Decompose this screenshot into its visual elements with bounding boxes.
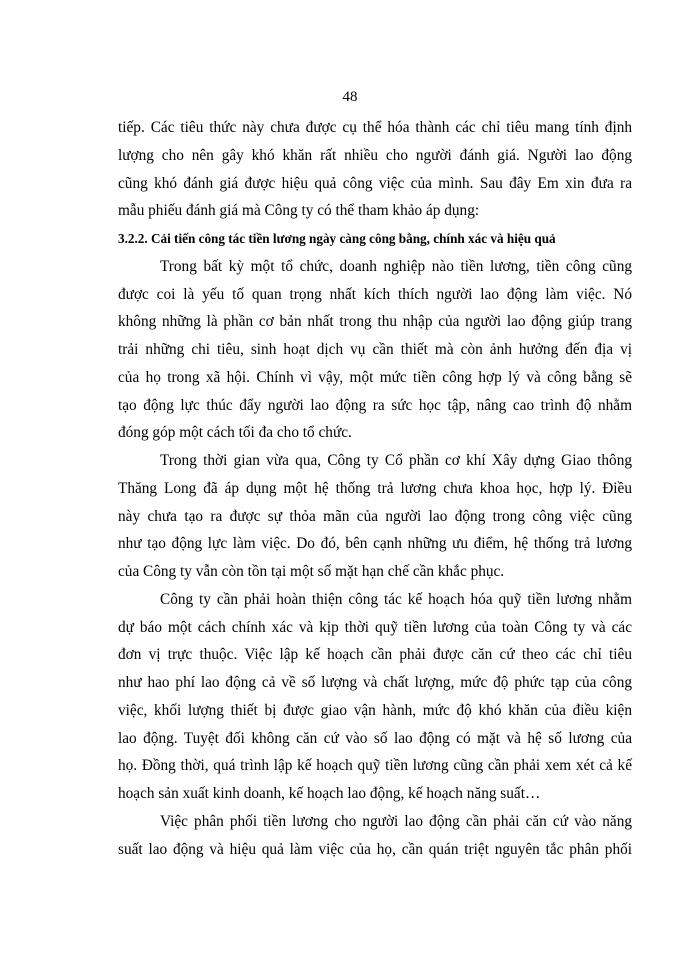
page-number: 48 (342, 89, 358, 105)
text-line: tạo động lực thúc đẩy người lao động ra sức học tập, nâng cao trình độ nhằm (118, 396, 632, 414)
text-line: được coi là yếu tố quan trọng nhất kích thích người lao động làm việc. Nó (118, 285, 632, 303)
page-content (118, 114, 632, 863)
text-line: như tạo động lực làm việc. Do đó, bên cạnh những ưu điểm, hệ thống trả lương (118, 535, 632, 553)
text-line: hoạch sản xuất kinh doanh, kế hoạch lao động, kế hoạch năng suất… (118, 785, 541, 802)
text-line: Công ty cần phải hoàn thiện công tác kế hoạch hóa quỹ tiền lương nhằm (160, 590, 632, 608)
text-line: của họ trong xã hội. Chính vì vậy, một mức tiền công hợp lý và công bằng sẽ (118, 368, 632, 386)
paragraph-3 (118, 447, 632, 586)
text-line: dự báo một cách chính xác và kịp thời quỹ tiền lương của toàn Công ty và các (118, 618, 632, 636)
text-line: lượng cho nên gây khó khăn rất nhiều cho người đánh giá. Người lao động (118, 146, 632, 164)
text-line: của Công ty vẫn còn tồn tại một số mặt hạn chế cần khắc phục. (118, 563, 505, 580)
text-line: này chưa tạo ra được sự thỏa mãn của người lao động trong công việc cũng (118, 507, 632, 525)
paragraph-2 (118, 253, 632, 447)
text-line: Trong thời gian vừa qua, Công ty Cổ phần cơ khí Xây dựng Giao thông (160, 452, 632, 469)
text-line: tiếp. Các tiêu thức này chưa được cụ thể hóa thành các chỉ tiêu mang tính định (118, 119, 632, 136)
text-line: Việc phân phối tiền lương cho người lao động cần phải căn cứ vào năng (160, 812, 632, 830)
text-line: cũng khó đánh giá được hiệu quả công việc của mình. Sau đây Em xin đưa ra (118, 174, 632, 192)
text-line: như hao phí lao động cả về số lượng và chất lượng, mức độ phức tạp của công (118, 674, 632, 691)
text-line: đơn vị trực thuộc. Việc lập kế hoạch cần phải được căn cứ theo các chỉ tiêu (118, 646, 632, 664)
text-line: lao động. Tuyệt đối không căn cứ vào số lao động có mặt và hệ số lương của (118, 729, 632, 747)
text-line: đóng góp một cách tối đa cho tổ chức. (118, 424, 352, 442)
text-line: Thăng Long đã áp dụng một hệ thống trả lương chưa khoa học, hợp lý. Điều (118, 479, 632, 497)
text-line: mẫu phiếu đánh giá mà Công ty có thể tham khảo áp dụng: (118, 202, 480, 220)
text-line: họ. Đồng thời, quá trình lập kế hoạch quỹ tiền lương cũng cần phải xem xét cả kế (118, 757, 632, 775)
paragraph-1 (118, 114, 632, 225)
text-line: trải những chi tiêu, sinh hoạt dịch vụ cần thiết mà còn ảnh hưởng đến địa vị (118, 341, 632, 358)
paragraph-4 (118, 586, 632, 808)
section-heading: 3.2.2. Cải tiến công tác tiền lương ngày càng công bằng, chính xác và hiệu quả (118, 231, 556, 246)
paragraph-5 (118, 808, 632, 864)
text-line: suất lao động và hiệu quả làm việc của họ, cần quán triệt nguyên tắc phân phối (118, 840, 632, 858)
text-line: việc, khối lượng thiết bị được giao vận hành, mức độ khó khăn của điều kiện (118, 701, 632, 719)
text-line: không những là phần cơ bản nhất trong thu nhập của người lao động giúp trang (118, 313, 632, 331)
text-line: Trong bất kỳ một tổ chức, doanh nghiệp nào tiền lương, tiền công cũng (160, 257, 632, 275)
